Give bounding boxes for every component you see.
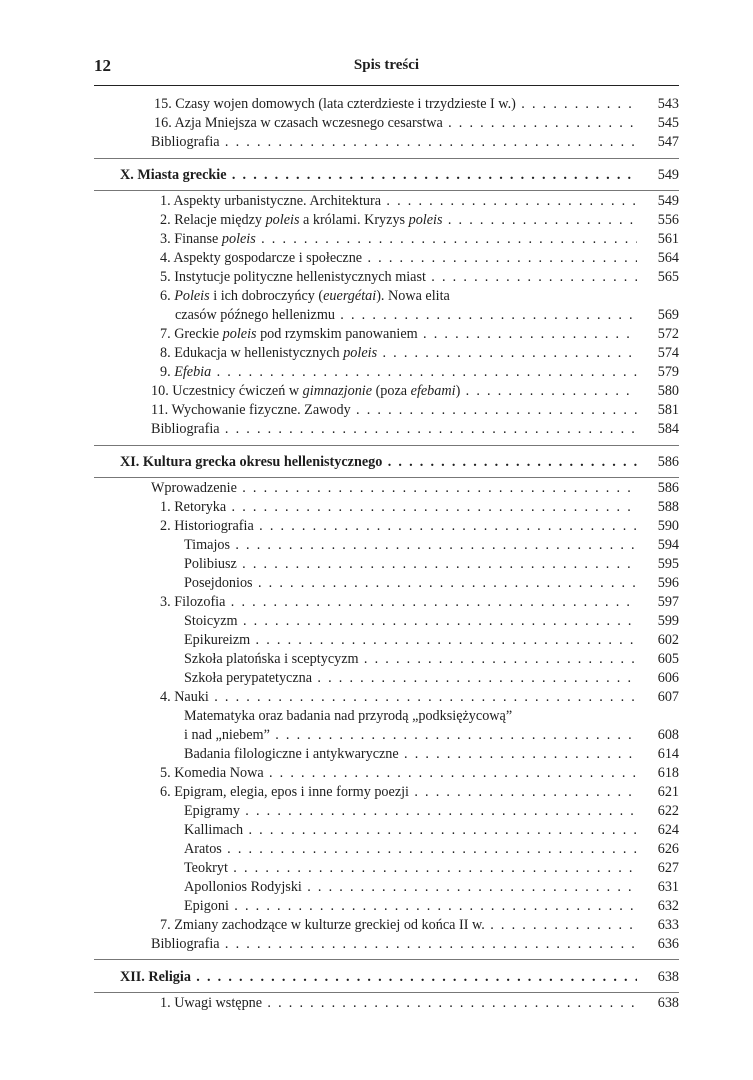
- toc-entry-page: 579: [657, 364, 679, 380]
- toc-entry[interactable]: [0, 325, 753, 344]
- toc-entry-title: Stoicyzm . . .: [184, 612, 637, 631]
- toc-entry-page: 596: [657, 575, 679, 591]
- toc-entry[interactable]: [0, 783, 753, 802]
- toc-entry-page: 590: [657, 518, 679, 534]
- toc-subentry[interactable]: [0, 878, 753, 897]
- toc-entry-page: 602: [657, 632, 679, 648]
- toc-entry-page: 606: [657, 670, 679, 686]
- toc-subentry[interactable]: [0, 726, 753, 745]
- toc-entry-title: 3. Filozofia . . .: [160, 593, 637, 612]
- toc-entry-title: 4. Aspekty gospodarcze i społeczne . . .: [160, 249, 637, 268]
- toc-subentry[interactable]: [0, 821, 753, 840]
- toc-entry-title: Polibiusz . . .: [184, 555, 637, 574]
- toc-entry-page: 572: [657, 326, 679, 342]
- toc-subentry[interactable]: [0, 840, 753, 859]
- toc-entry-page: 614: [657, 746, 679, 762]
- toc-chapter-entry[interactable]: [0, 166, 753, 185]
- toc-entry-title: Epigramy . . .: [184, 802, 637, 821]
- toc-entry-page: 626: [657, 841, 679, 857]
- toc-entry-title: Aratos . . .: [184, 840, 637, 859]
- toc-entry-title: Kallimach . . .: [184, 821, 637, 840]
- toc-entry[interactable]: [0, 994, 753, 1013]
- toc-entry[interactable]: [0, 363, 753, 382]
- toc-entry-title-line[interactable]: 6. Poleis i ich dobroczyńcy (euergétai). Nowa elita: [160, 288, 450, 304]
- toc-entry-page: 574: [657, 345, 679, 361]
- toc-entry[interactable]: [0, 764, 753, 783]
- page-header: [94, 52, 679, 82]
- toc-entry[interactable]: [0, 211, 753, 230]
- toc-entry-page: 556: [657, 212, 679, 228]
- section-divider: [94, 959, 679, 960]
- toc-entry-title: 16. Azja Mniejsza w czasach wczesnego cesarstwa . . .: [154, 114, 637, 133]
- toc-entry-page: 549: [657, 193, 679, 209]
- toc-entry-title: 2. Historiografia . . .: [160, 517, 637, 536]
- toc-entry-page: 565: [657, 269, 679, 285]
- toc-subentry[interactable]: [0, 859, 753, 878]
- toc-entry-title: 2. Relacje między poleis a królami. Kryzys poleis . . .: [160, 211, 637, 230]
- toc-entry[interactable]: [0, 498, 753, 517]
- toc-entry[interactable]: [0, 268, 753, 287]
- toc-subentry[interactable]: [0, 555, 753, 574]
- toc-entry[interactable]: [0, 593, 753, 612]
- toc-entry[interactable]: [0, 249, 753, 268]
- toc-subentry[interactable]: [0, 650, 753, 669]
- toc-entry-title: Szkoła perypatetyczna . . .: [184, 669, 637, 688]
- toc-entry-title: 4. Nauki . . .: [160, 688, 637, 707]
- running-title: Spis treści: [353, 57, 420, 73]
- toc-entry-title: 8. Edukacja w hellenistycznych poleis . . .: [160, 344, 637, 363]
- toc-entry-page: 638: [657, 969, 679, 985]
- toc-entry-title: Badania filologiczne i antykwaryczne . . .: [184, 745, 637, 764]
- toc-entry-page: 584: [657, 421, 679, 437]
- toc-entry-title: 1. Aspekty urbanistyczne. Architektura . . .: [160, 192, 637, 211]
- toc-entry-page: 633: [657, 917, 679, 933]
- toc-entry-title: Epigoni . . .: [184, 897, 637, 916]
- toc-entry[interactable]: [0, 382, 753, 401]
- page-number: 12: [94, 56, 111, 75]
- toc-entry-page: 595: [657, 556, 679, 572]
- toc-entry-page: 597: [657, 594, 679, 610]
- toc-entry-page: 580: [657, 383, 679, 399]
- toc-entry-page: 605: [657, 651, 679, 667]
- toc-entry-title: 1. Retoryka . . .: [160, 498, 637, 517]
- toc-entry-title: Bibliografia . . .: [151, 935, 637, 954]
- toc-entry-page: 569: [657, 307, 679, 323]
- toc-entry-page: 622: [657, 803, 679, 819]
- toc-subentry[interactable]: [0, 669, 753, 688]
- toc-subentry[interactable]: [0, 897, 753, 916]
- toc-entry-title: czasów późnego hellenizmu . . .: [175, 306, 637, 325]
- section-divider: [94, 445, 679, 446]
- toc-entry-title: 15. Czasy wojen domowych (lata czterdzieste i trzydzieste I w.) . . .: [154, 95, 637, 114]
- toc-subentry[interactable]: [0, 802, 753, 821]
- toc-entry-page: 543: [657, 96, 679, 112]
- section-divider: [94, 158, 679, 159]
- toc-entry-title: 7. Greckie poleis pod rzymskim panowaniem . . .: [160, 325, 637, 344]
- toc-subentry[interactable]: [0, 536, 753, 555]
- toc-entry-page: 586: [657, 480, 679, 496]
- toc-entry[interactable]: [0, 517, 753, 536]
- toc-entry[interactable]: [0, 114, 753, 133]
- section-divider: [94, 992, 679, 993]
- toc-entry-title: i nad „niebem” . . .: [184, 726, 637, 745]
- toc-entry-page: 594: [657, 537, 679, 553]
- toc-entry-page: 636: [657, 936, 679, 952]
- toc-entry-page: 608: [657, 727, 679, 743]
- toc-entry-title: 10. Uczestnicy ćwiczeń w gimnazjonie (poza efebami) . . .: [151, 382, 637, 401]
- toc-entry-title: Bibliografia . . .: [151, 133, 637, 152]
- toc-entry-title: Szkoła platońska i sceptycyzm . . .: [184, 650, 637, 669]
- toc-entry-page: 638: [657, 995, 679, 1011]
- toc-entry[interactable]: [0, 133, 753, 152]
- toc-entry-title: 1. Uwagi wstępne . . .: [160, 994, 637, 1013]
- toc-entry-title: Timajos . . .: [184, 536, 637, 555]
- toc-chapter-title: XII. Religia . . .: [120, 968, 637, 987]
- toc-entry[interactable]: [0, 401, 753, 420]
- toc-entry[interactable]: [0, 916, 753, 935]
- toc-subentry[interactable]: [0, 612, 753, 631]
- toc-entry-page: 581: [657, 402, 679, 418]
- toc-entry-title: Teokryt . . .: [184, 859, 637, 878]
- toc-entry[interactable]: [0, 479, 753, 498]
- toc-entry-title: Bibliografia . . .: [151, 420, 637, 439]
- toc-entry-page: 621: [657, 784, 679, 800]
- toc-entry-page: 627: [657, 860, 679, 876]
- toc-entry-title: 3. Finanse poleis . . .: [160, 230, 637, 249]
- toc-entry-page: 561: [657, 231, 679, 247]
- toc-entry-title: 5. Instytucje polityczne hellenistycznych miast . . .: [160, 268, 637, 287]
- toc-entry[interactable]: [0, 688, 753, 707]
- toc-chapter-entry[interactable]: [0, 453, 753, 472]
- toc-subentry[interactable]: [0, 745, 753, 764]
- toc-subentry[interactable]: [0, 631, 753, 650]
- toc-entry[interactable]: [0, 420, 753, 439]
- toc-entry[interactable]: [0, 306, 753, 325]
- toc-entry[interactable]: [0, 95, 753, 114]
- toc-entry[interactable]: [0, 935, 753, 954]
- toc-subentry[interactable]: [0, 574, 753, 593]
- toc-entry-title: 9. Efebia . . .: [160, 363, 637, 382]
- toc-entry-title: 5. Komedia Nowa . . .: [160, 764, 637, 783]
- toc-entry[interactable]: [0, 344, 753, 363]
- toc-subentry-title-line[interactable]: Matematyka oraz badania nad przyrodą „podksiężycową”: [184, 708, 513, 724]
- toc-entry-page: 599: [657, 613, 679, 629]
- toc-entry-page: 586: [657, 454, 679, 470]
- toc-entry-page: 549: [657, 167, 679, 183]
- toc-entry-page: 564: [657, 250, 679, 266]
- toc-entry-title: 11. Wychowanie fizyczne. Zawody . . .: [151, 401, 637, 420]
- toc-entry-page: 618: [657, 765, 679, 781]
- toc-entry-title: Epikureizm . . .: [184, 631, 637, 650]
- toc-entry-page: 545: [657, 115, 679, 131]
- header-rule: [94, 85, 679, 86]
- toc-entry-title: Posejdonios . . .: [184, 574, 637, 593]
- toc-entry[interactable]: [0, 192, 753, 211]
- toc-entry[interactable]: [0, 230, 753, 249]
- toc-entry-title: Apollonios Rodyjski . . .: [184, 878, 637, 897]
- toc-chapter-entry[interactable]: [0, 968, 753, 987]
- toc-chapter-title: XI. Kultura grecka okresu hellenistycznego . . .: [120, 453, 637, 472]
- toc-chapter-title: X. Miasta greckie . . .: [120, 166, 637, 185]
- toc-entry-title: 6. Epigram, elegia, epos i inne formy poezji . . .: [160, 783, 637, 802]
- toc-entry-title: 7. Zmiany zachodzące w kulturze greckiej od końca II w. . . .: [160, 916, 637, 935]
- section-divider: [94, 190, 679, 191]
- toc-entry-title: Wprowadzenie . . .: [151, 479, 637, 498]
- toc-entry-page: 632: [657, 898, 679, 914]
- toc-entry-page: 631: [657, 879, 679, 895]
- toc-entry-page: 547: [657, 134, 679, 150]
- section-divider: [94, 477, 679, 478]
- toc-entry-page: 624: [657, 822, 679, 838]
- toc-entry-page: 588: [657, 499, 679, 515]
- toc-entry-page: 607: [657, 689, 679, 705]
